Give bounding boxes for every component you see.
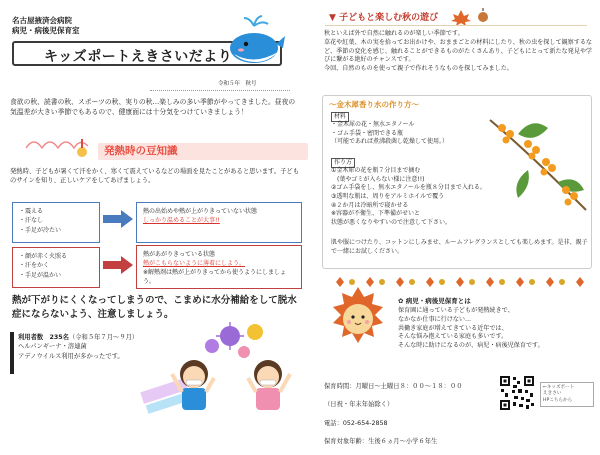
arrow-right-icon [103,210,133,228]
fever-title: 発熱時の豆知識 [104,145,178,157]
maple-leaf-icon [455,8,495,26]
materials-list: ・金木犀の花・無水エタノール ・ゴム手袋・密閉できる瓶 （可能であれば煮沸殺菌し乾燥して使用。） [331,121,449,146]
steps-list: ①金木犀の花を瓶７分目まで摘む (葉やゴミが入らない様に注意!!) ②ゴム手袋をし、無水エタノールを瓶８分目まで入れる。 ③透明な瓶は、周りをアルミホイルで覆う ④２か月は冷暗所で寝かせる ※容器が不衛生、下準備がせいと 状態が悪くなりやすいので注意して下さい。 [331,167,486,227]
kinmokusei-title: ～金木犀香り水の作り方～ [329,100,419,109]
issue-label: 令和５年 秋号 [218,81,257,87]
cold-symptoms-box: ・震える ・汗なし ・手足が冷たい [12,202,100,243]
usage-label: 利用者数 [18,334,44,341]
cold-advice-box [136,202,302,243]
hospital-name [12,16,80,36]
divider [325,25,587,26]
care-text: 保育園に通っている子どもが発熱続きで、 なかなか仕事に行けない… 共働き家庭が増えてきている近年では、 そんな悩み抱えている家庭も多いです。 そんな時に助けになるのが、病児・病後児保育です。 [398,307,544,350]
care-title [398,296,471,305]
usage-line-2: ヘルパンギーナ・溶連菌 [18,343,87,351]
materials-label: 材料 [331,112,349,122]
qr-caption: ←キッズポート えきさい HPこちらから [540,382,594,407]
cold-advice-text: 熱の出始めや熱が上がりきっていない状態 [143,208,258,215]
care-title-text: 病児・病後児保育とは [405,297,471,305]
lion-icon [322,285,394,355]
osmanthus-icon [488,112,588,214]
care-title-mark: ✿ [398,297,406,305]
phone: 電話：052-654-2858 [324,419,388,427]
fever-intro: 発熱時、子どもが暑くて汗をかく、寒くて震えているなどの場面を見たことがあると思います。子どものサインを知り、正しいケアをしてあげましょう。 [10,168,300,185]
autumn-intro: 秋といえば外で自然に触れるのが楽しい季節です。 草花や紅葉、木の実を拾ってお出かけや、おままごとの材料にしたり、秋の虫を探して観察するなど、季節の変化を感じ、触れることができるものがたくさんあり、子どもにとって新たな発見や学びに繋がる絶好のチャンスです。 今回、自然のものを使って親子で作れそうなものを探してみました。 [324,30,593,73]
hot-advice-text: 熱があがりきっている状態 [143,251,216,258]
usage-line-3: アデノウイルス利用が多かったです。 [18,352,124,360]
hours: 保育時間：月曜日～土曜日８：００～１８：００ [324,383,463,391]
kinmokusei-tip: 肌や服につけたり、コットンにしみませ、ルームフレグランスとしても楽しめます。是非、親子で一緒にお試しください。 [331,239,588,255]
usage-period: （令和５年７月～９月） [68,334,139,341]
arrow-right-icon [103,256,133,274]
usage-stats [18,333,138,361]
hot-advice-box [136,245,302,289]
hot-advice-emphasis: 熱がこもらないように薄着にしよう。 [143,260,246,267]
contact-info [324,373,484,455]
hospital-line-2: 病児・病後児保育室 [12,25,80,35]
usage-count: 235名 [49,334,69,341]
eligibility: 保育対象年齢：生後６ヵ月～小学６年生 [324,437,438,445]
usage-bar [10,332,14,374]
autumn-title-mark: ▼ [329,13,340,23]
steps-label: 作り方 [331,158,355,168]
hydration-note: 熱が下がりにくくなってしまうので、こまめに水分補給をして脱水症にならないよう、注意しましょう。 [12,295,297,321]
hot-advice-note: ※解熱剤は熱が上がりきってから使うようにしましょう。 [143,269,287,285]
autumn-title-text: 子どもと楽しむ秋の遊び [339,13,439,23]
divider [150,90,290,91]
whale-icon [224,14,286,66]
hot-symptoms-box: ・顔が赤く火照る ・汗をかく ・手足が温かい [12,247,100,288]
autumn-title [329,10,438,23]
intro-text: 食欲の秋、読書の秋、スポーツの秋、実りの秋…楽しみの多い季節がやってきました。昼夜の気温差が大きい季節でもあるので、健康面には十分気をつけていきましょう！ [10,98,296,117]
closed-days: （日祝・年末年始除く） [324,401,394,409]
cold-advice-emphasis: しっかり温めることが大事!! [143,217,220,224]
children-virus-illustration [160,322,300,414]
qr-code[interactable] [499,375,535,411]
newsletter-title: キッズポートえきさいだより [12,41,282,66]
thermometer-deco-icon [22,134,92,160]
hospital-line-1: 名古屋掖済会病院 [12,16,72,25]
